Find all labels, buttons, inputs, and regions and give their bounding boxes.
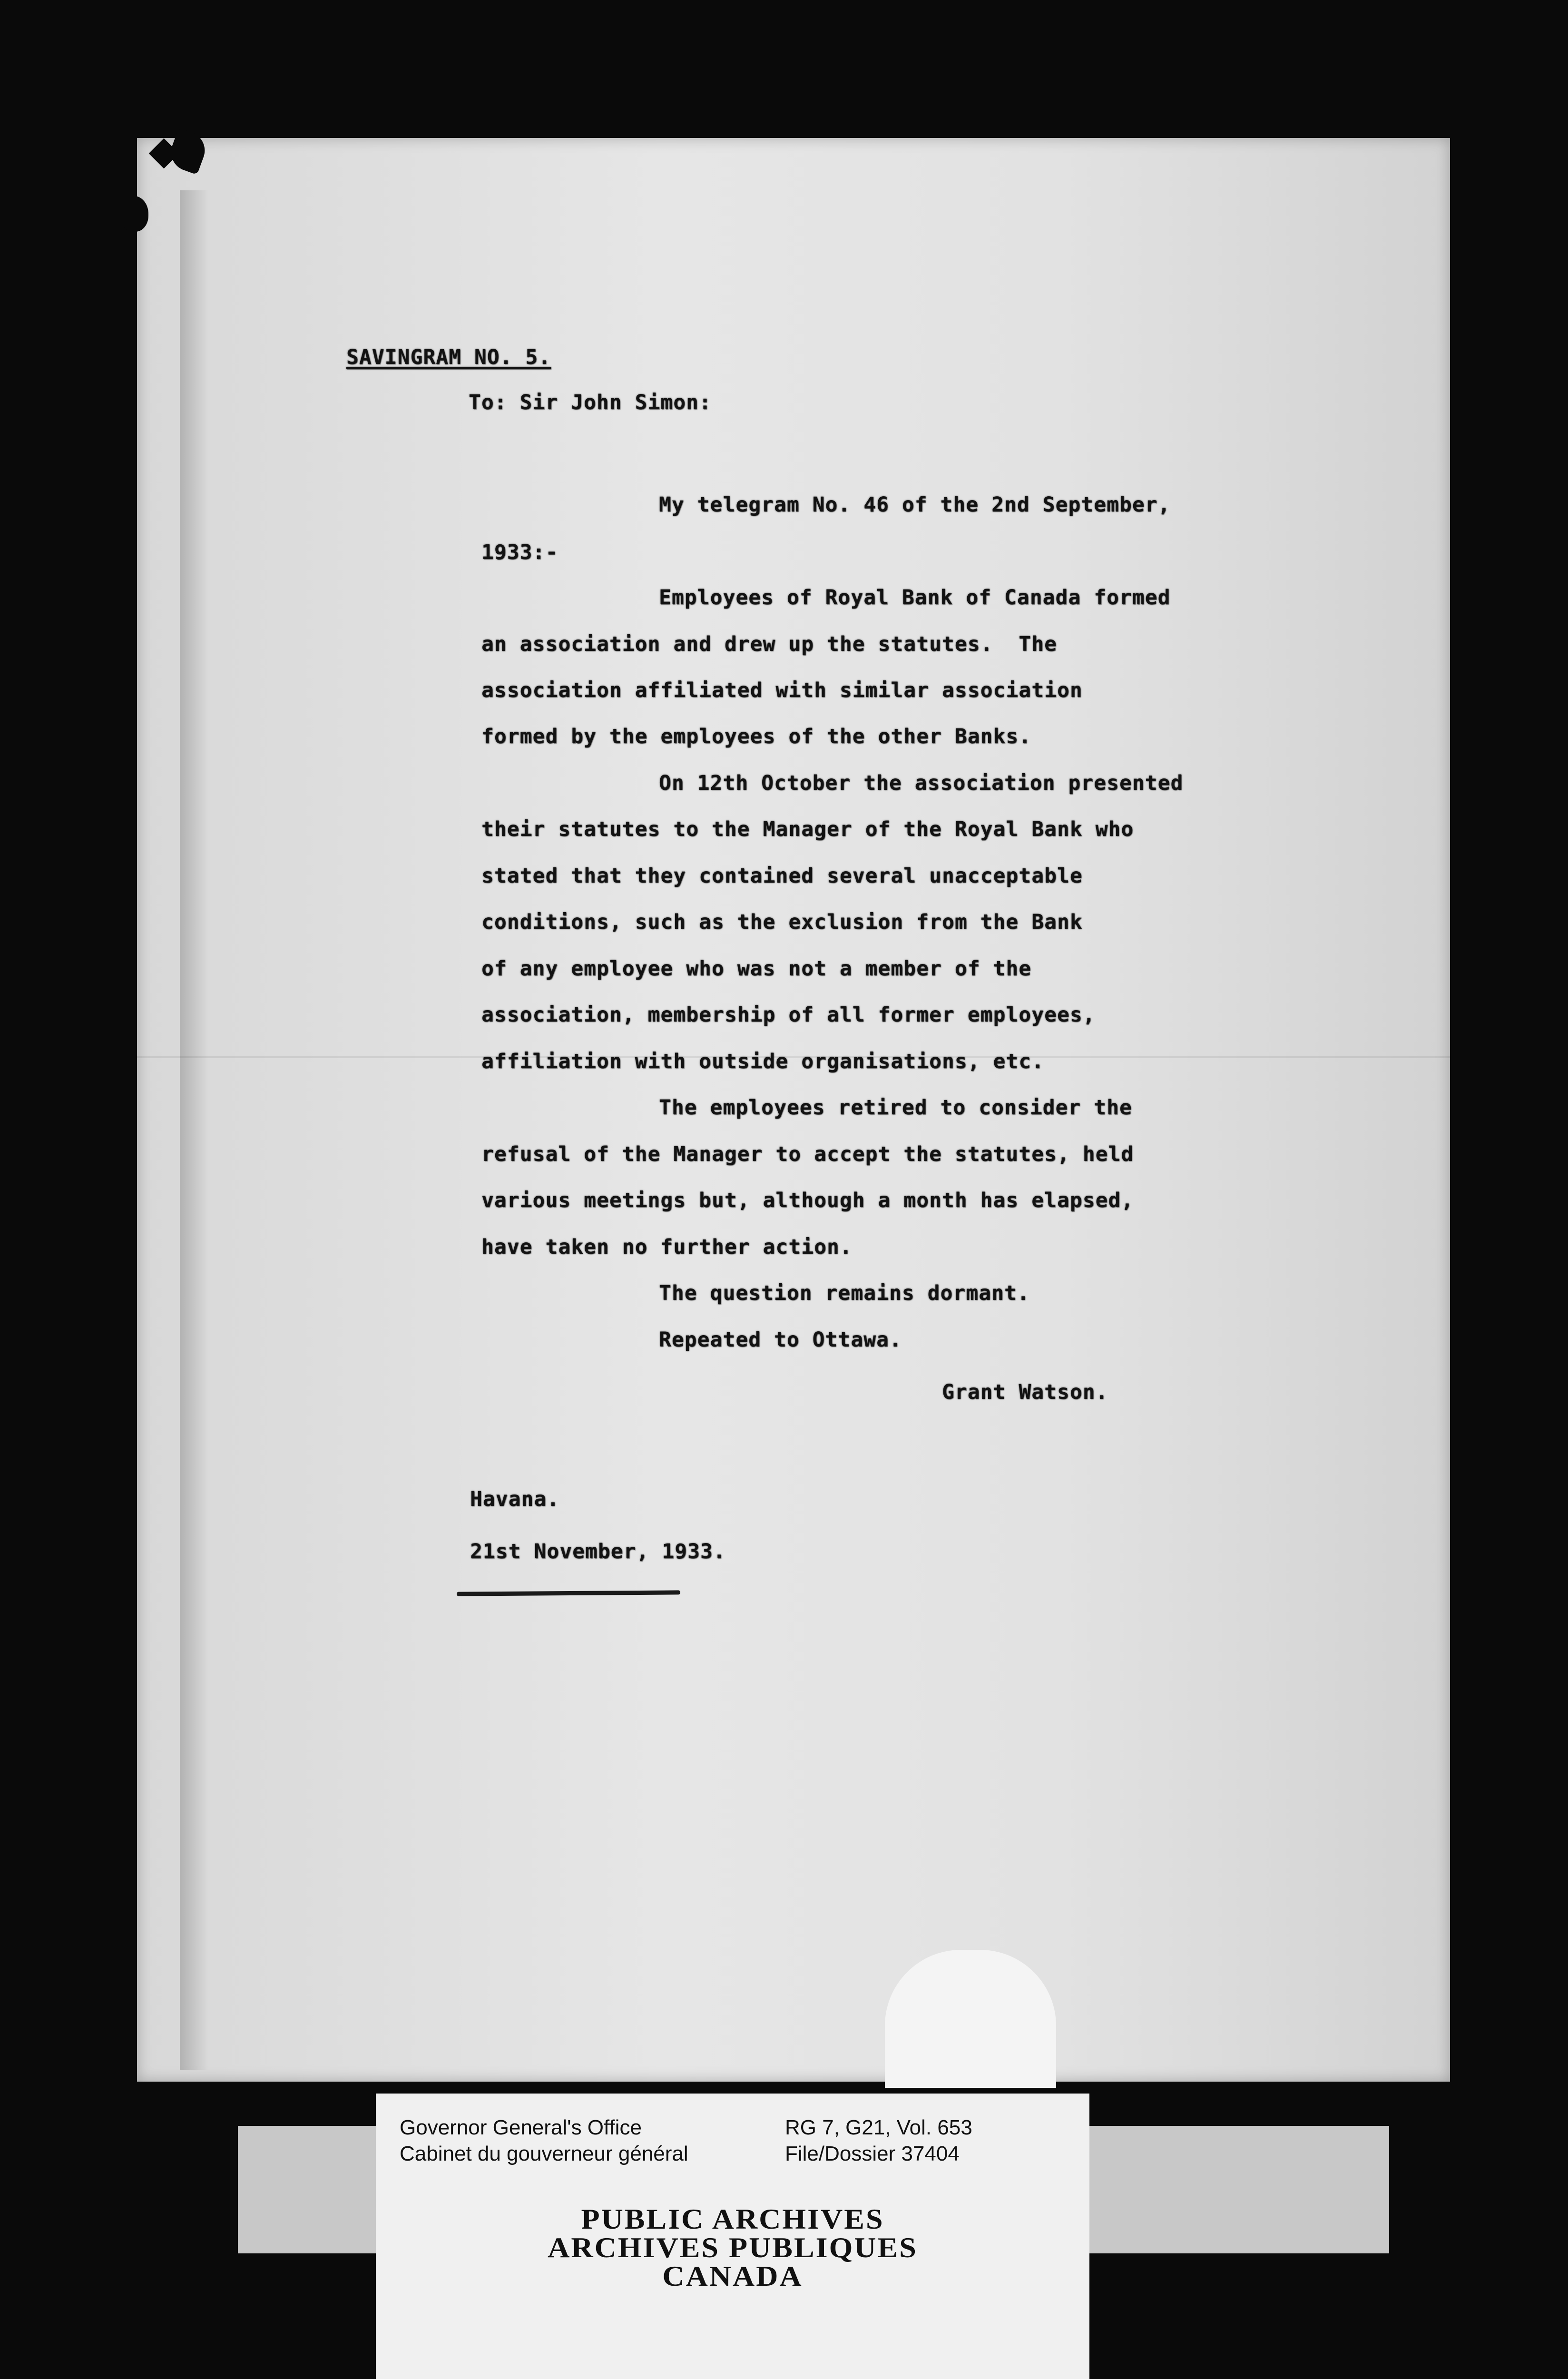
page-tear [885,1950,1056,2088]
page-damage-mark [120,196,148,232]
addressee-line: To: Sir John Simon: [469,391,712,414]
place-line: Havana. [470,1487,560,1511]
body-line: an association and drew up the statutes. The [481,632,1057,656]
reference-year: 1933:- [481,541,559,564]
body-line: The employees retired to consider the [659,1096,1132,1120]
body-line: formed by the employees of the other Banks. [481,725,1032,748]
body-line: association, membership of all former employees, [481,1003,1096,1027]
archive-stamp-line: ARCHIVES PUBLIQUES [548,2231,918,2264]
body-line: of any employee who was not a member of the [481,957,1032,981]
body-line: The question remains dormant. [659,1281,1030,1305]
signature: Grant Watson. [942,1380,1108,1404]
archive-stamp-line: PUBLIC ARCHIVES [581,2202,884,2235]
body-line: have taken no further action. [481,1235,853,1259]
body-line: various meetings but, although a month has elapsed, [481,1189,1134,1212]
archive-office-fr: Cabinet du gouverneur général [400,2142,688,2165]
archive-reference: RG 7, G21, Vol. 653 [785,2116,972,2139]
body-line: stated that they contained several unacceptable [481,864,1083,888]
body-line: affiliation with outside organisations, etc. [481,1050,1045,1073]
body-line: On 12th October the association presented [659,771,1184,795]
body-line: refusal of the Manager to accept the statutes, held [481,1142,1134,1166]
body-line: Repeated to Ottawa. [659,1328,902,1352]
page-curl-shadow [180,190,208,2070]
date-line: 21st November, 1933. [470,1540,726,1563]
body-line: conditions, such as the exclusion from the Bank [481,910,1083,934]
body-line: Employees of Royal Bank of Canada formed [659,586,1171,609]
body-line: association affiliated with similar association [481,678,1083,702]
archive-stamp-line: CANADA [662,2260,803,2292]
archive-file-number: File/Dossier 37404 [785,2142,960,2165]
document-heading: SAVINGRAM NO. 5. [346,345,551,369]
archive-office-en: Governor General's Office [400,2116,642,2139]
reference-line: My telegram No. 46 of the 2nd September, [659,493,1171,517]
body-line: their statutes to the Manager of the Royal Bank who [481,817,1134,841]
